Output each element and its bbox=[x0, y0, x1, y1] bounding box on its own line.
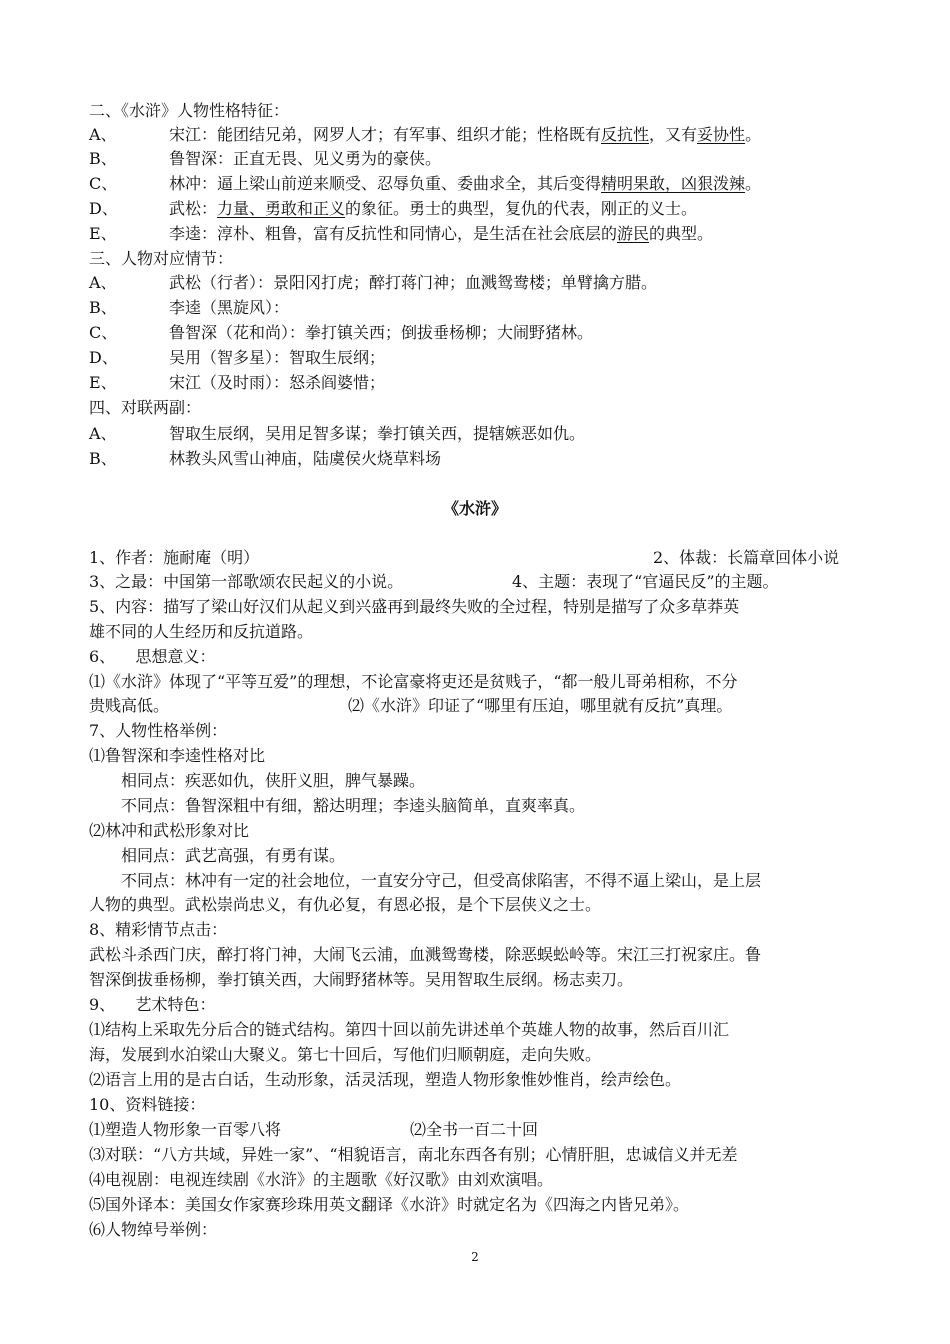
theme-line: 4、主题：表现了“官逼民反”的主题。 bbox=[512, 572, 779, 591]
paragraph-line: 不同点：鲁智深粗中有细，豁达明理；李逵头脑简单，直爽率真。 bbox=[121, 796, 586, 815]
page-title: 《水浒》 bbox=[442, 499, 507, 518]
paragraph-line: 不同点：林冲有一定的社会地位，一直安分守己，但受高俅陷害，不得不逼上梁山，是上层 bbox=[121, 871, 762, 890]
paragraph-line: ⑹人物绰号举例： bbox=[89, 1220, 218, 1239]
paragraph-line: ⑵语言上用的是古白话，生动形象，活灵活现，塑造人物形象惟妙惟肖，绘声绘色。 bbox=[89, 1070, 682, 1089]
paragraph-line: ⑵全书一百二十回 bbox=[410, 1120, 539, 1139]
paragraph-line: ⑵《水浒》印证了“哪里有压迫，哪里就有反抗”真理。 bbox=[348, 696, 733, 715]
section-heading-traits: 二、《水浒》人物性格特征： bbox=[89, 101, 290, 120]
paragraph-line: 人物的典型。武松崇尚忠义，有仇必复，有恩必报，是个下层侠义之士。 bbox=[89, 895, 602, 914]
list-item: D、 武松：力量、勇敢和正义的象征。勇士的典型，复仇的代表，刚正的义士。 bbox=[89, 199, 698, 218]
section-heading: 7、人物性格举例： bbox=[89, 721, 228, 740]
list-item: B、 李逵（黑旋风）： bbox=[89, 298, 290, 317]
paragraph-line: 智深倒拔垂杨柳，拳打镇关西，大闹野猪林等。吴用智取生辰纲。杨志卖刀。 bbox=[89, 970, 634, 989]
list-item: B、 林教头风雪山神庙，陆虞侯火烧草料场 bbox=[89, 449, 442, 468]
list-item: E、 宋江（及时雨）：怒杀阎婆惜； bbox=[89, 373, 386, 392]
paragraph-line: 海，发展到水泊梁山大聚义。第七十回后，写他们归顺朝庭，走向失败。 bbox=[89, 1045, 602, 1064]
section-heading: 6、 思想意义： bbox=[89, 647, 216, 666]
paragraph-line: 雄不同的人生经历和反抗道路。 bbox=[89, 622, 314, 641]
section-heading-couplets: 四、对联两副： bbox=[89, 398, 202, 417]
subheading: ⑴鲁智深和李逵性格对比 bbox=[89, 746, 266, 765]
superlative-line: 3、之最：中国第一部歌颂农民起义的小说。 bbox=[89, 572, 404, 591]
section-heading: 9、 艺术特色： bbox=[89, 995, 216, 1014]
paragraph-line: 武松斗杀西门庆，醉打将门神，大闹飞云浦，血溅鸳鸯楼，除恶蜈蚣岭等。宋江三打祝家庄。鲁 bbox=[89, 945, 762, 964]
paragraph-line: 贵贱高低。 bbox=[89, 696, 170, 715]
list-item: A、 武松（行者）：景阳冈打虎；醉打蒋门神；血溅鸳鸯楼；单臂擒方腊。 bbox=[89, 273, 658, 292]
list-item: C、 鲁智深（花和尚）：拳打镇关西；倒拔垂杨柳；大闹野猪林。 bbox=[89, 323, 594, 342]
paragraph-line: ⑴塑造人物形象一百零八将 bbox=[89, 1120, 282, 1139]
list-item: C、 林冲：逼上梁山前逆来顺受、忍辱负重、委曲求全，其后变得精明果敢，凶狠泼辣。 bbox=[89, 174, 762, 193]
paragraph-line: 相同点：武艺高强，有勇有谋。 bbox=[121, 846, 346, 865]
section-heading-plots: 三、人物对应情节： bbox=[89, 249, 234, 268]
list-item: D、 吴用（智多星）：智取生辰纲； bbox=[89, 348, 386, 367]
section-heading: 10、资料链接： bbox=[89, 1095, 206, 1114]
genre-line: 2、体裁：长篇章回体小说 bbox=[653, 548, 840, 567]
paragraph-line: ⑴《水浒》体现了“平等互爱”的理想，不论富豪将吏还是贫贱子，“都一般儿哥弟相称，不分 bbox=[89, 672, 738, 691]
paragraph-line: ⑷电视剧：电视连续剧《水浒》的主题歌《好汉歌》由刘欢演唱。 bbox=[89, 1170, 554, 1189]
paragraph-line: ⑶对联：“八方共域，异姓一家”、“相貌语言，南北东西各有别；心情肝胆，忠诚信义并无差 bbox=[89, 1145, 738, 1164]
paragraph-line: ⑸国外译本：美国女作家赛珍珠用英文翻译《水浒》时就定名为《四海之内皆兄弟》。 bbox=[89, 1195, 690, 1214]
list-item: E、 李逵：淳朴、粗鲁，富有反抗性和同情心，是生活在社会底层的游民的典型。 bbox=[89, 224, 714, 243]
paragraph-line: ⑴结构上采取先分后合的链式结构。第四十回以前先讲述单个英雄人物的故事，然后百川汇 bbox=[89, 1020, 730, 1039]
list-item: A、 宋江：能团结兄弟，网罗人才；有军事、组织才能；性格既有反抗性，又有妥协性。 bbox=[89, 125, 762, 144]
list-item: A、 智取生辰纲，吴用足智多谋；拳打镇关西，提辖嫉恶如仇。 bbox=[89, 424, 586, 443]
section-heading: 8、精彩情节点击： bbox=[89, 920, 228, 939]
paragraph-line: 相同点：疾恶如仇，侠肝义胆，脾气暴躁。 bbox=[121, 771, 426, 790]
list-item: B、 鲁智深：正直无畏、见义勇为的豪侠。 bbox=[89, 149, 442, 168]
paragraph-line: 5、内容：描写了梁山好汉们从起义到兴盛再到最终失败的全过程，特别是描写了众多草莽英 bbox=[89, 597, 740, 616]
page-number: 2 bbox=[471, 1250, 479, 1264]
subheading: ⑵林冲和武松形象对比 bbox=[89, 821, 250, 840]
author-line: 1、作者：施耐庵（明） bbox=[89, 548, 260, 567]
